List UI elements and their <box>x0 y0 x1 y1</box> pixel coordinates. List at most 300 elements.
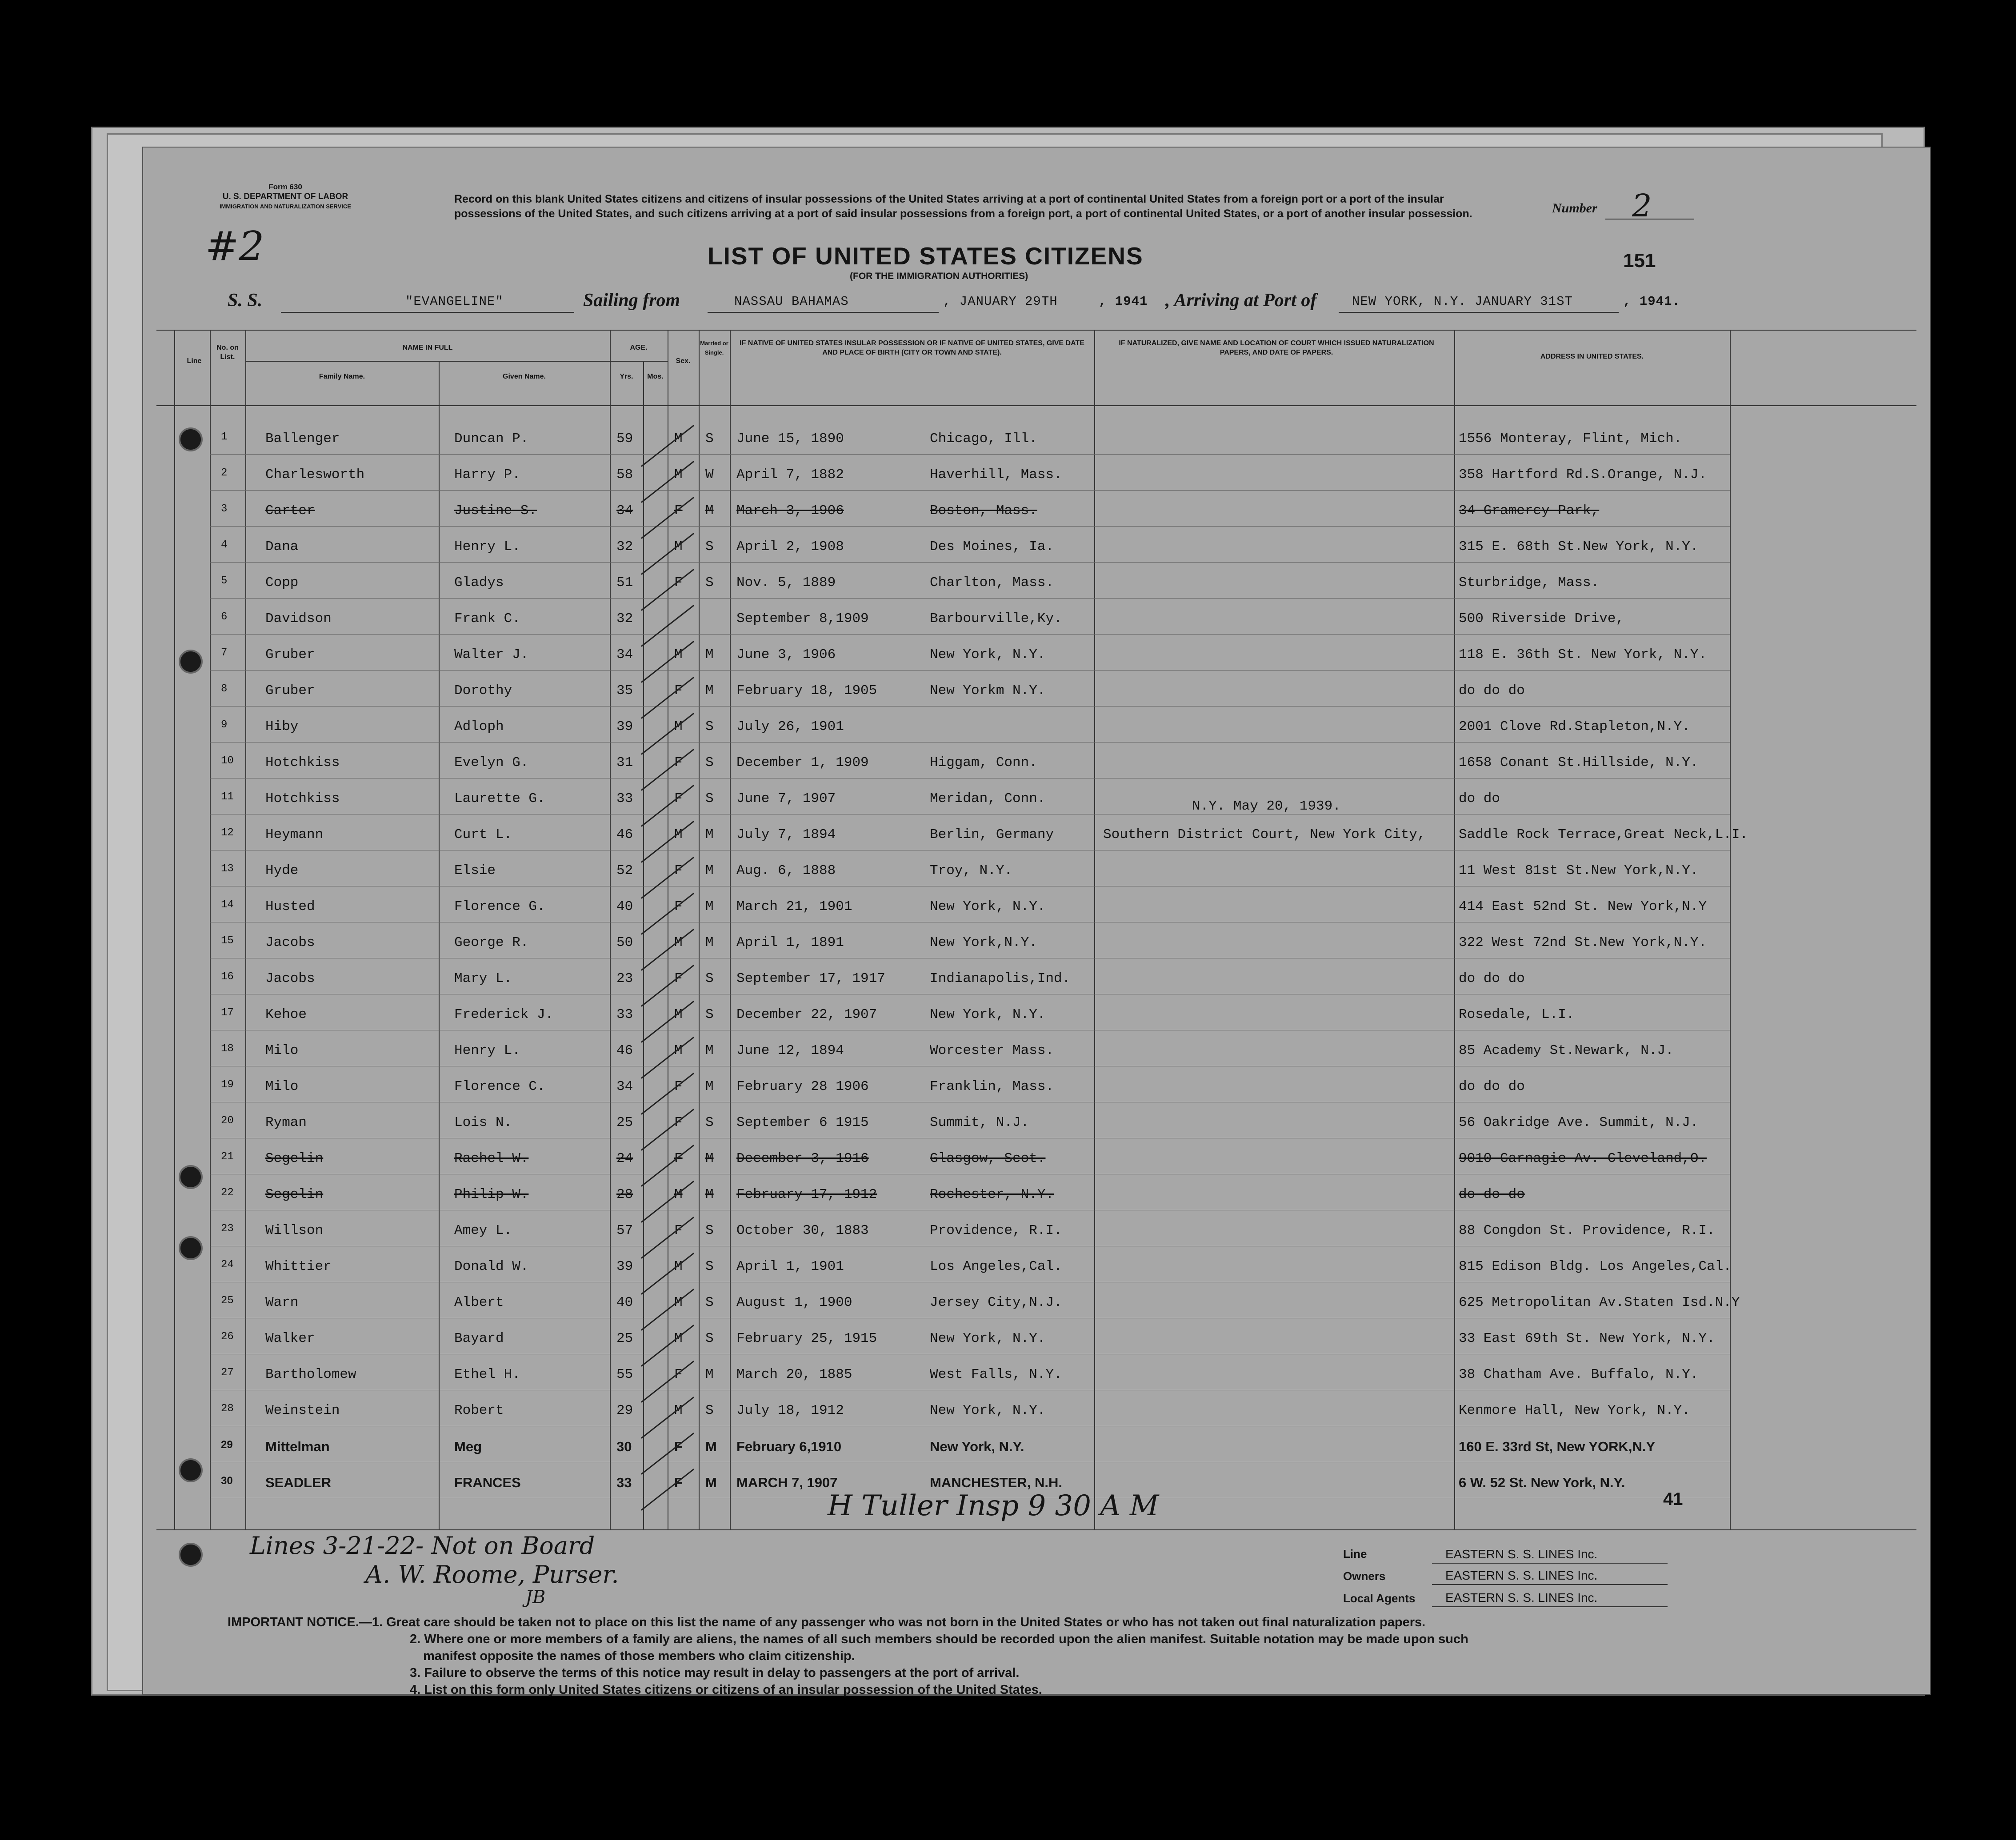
col-given: Given Name. <box>503 373 546 380</box>
family-name: Jacobs <box>265 935 315 950</box>
family-name: Hotchkiss <box>265 755 340 770</box>
age-years: 28 <box>616 1187 633 1202</box>
col-yrs: Yrs. <box>620 373 633 380</box>
row-number: 7 <box>221 647 228 659</box>
given-name: Henry L. <box>454 539 520 555</box>
row-number: 19 <box>221 1079 234 1091</box>
birth-date: September 8,1909 <box>736 611 869 627</box>
family-name: Whittier <box>265 1259 332 1274</box>
row-number: 3 <box>221 503 228 515</box>
birth-date: June 15, 1890 <box>736 431 844 447</box>
birth-date: July 26, 1901 <box>736 719 844 734</box>
birth-place: Des Moines, Ia. <box>930 539 1054 555</box>
sex: F <box>674 863 683 878</box>
given-name: Meg <box>454 1439 482 1454</box>
given-name: Henry L. <box>454 1043 520 1058</box>
department-name: U. S. DEPARTMENT OF LABOR <box>222 192 348 201</box>
list-title: LIST OF UNITED STATES CITIZENS <box>708 242 1144 270</box>
given-name: Rachel W. <box>454 1151 529 1166</box>
sex: F <box>674 1439 683 1454</box>
birth-place: New Yorkm N.Y. <box>930 683 1046 698</box>
sex: M <box>674 1043 683 1058</box>
row-number: 22 <box>221 1187 234 1199</box>
col-birth: IF NATIVE OF UNITED STATES INSULAR POSSESSION OR IF NATIVE OF UNITED STATES, GIVE DATE AND PLACE OF BIRTH (CITY OR TOWN AND STATE). <box>740 339 1084 356</box>
marital-status: M <box>705 1439 717 1454</box>
marital-status: S <box>705 431 714 447</box>
row-number: 30 <box>221 1475 233 1487</box>
family-name: Mittelman <box>265 1439 330 1454</box>
birth-place: Los Angeles,Cal. <box>930 1259 1062 1274</box>
birth-date: February 6,1910 <box>736 1439 842 1454</box>
age-years: 23 <box>616 971 633 986</box>
family-name: Hyde <box>265 863 299 878</box>
page-number: 151 <box>1623 250 1656 271</box>
given-name: Florence G. <box>454 899 545 914</box>
row-number: 2 <box>221 467 228 479</box>
birth-place: Barbourville,Ky. <box>930 611 1062 627</box>
row-number: 26 <box>221 1331 234 1343</box>
family-name: Kehoe <box>265 1007 307 1022</box>
birth-place: New York, N.Y. <box>930 1331 1046 1346</box>
birth-place: New York, N.Y. <box>930 1007 1046 1022</box>
col-address: ADDRESS IN UNITED STATES. <box>1540 353 1644 360</box>
marital-status: S <box>705 1007 714 1022</box>
col-no: No. on List. <box>216 344 239 361</box>
col-age: AGE. <box>630 344 648 351</box>
birth-place: New York,N.Y. <box>930 935 1037 950</box>
row-number: 11 <box>221 791 234 803</box>
age-years: 46 <box>616 827 633 842</box>
sex: F <box>674 971 683 986</box>
sex: F <box>674 1151 683 1166</box>
birth-place: Higgam, Conn. <box>930 755 1037 770</box>
given-name: Walter J. <box>454 647 529 663</box>
age-years: 34 <box>616 503 633 519</box>
birth-place: Jersey City,N.J. <box>930 1295 1062 1310</box>
punch-hole <box>179 650 203 674</box>
owners-value: EASTERN S. S. LINES Inc. <box>1445 1569 1598 1582</box>
address: 1556 Monteray, Flint, Mich. <box>1459 431 1682 447</box>
arriving-label: , Arriving at Port of <box>1165 290 1317 311</box>
address: do do do <box>1459 683 1525 698</box>
birth-place: Berlin, Germany <box>930 827 1054 842</box>
birth-date: March 3, 1906 <box>736 503 844 519</box>
manifest-sheet <box>142 147 1931 1695</box>
sex: M <box>674 1007 683 1022</box>
birth-date: February 25, 1915 <box>736 1331 877 1346</box>
age-years: 24 <box>616 1151 633 1166</box>
given-name: Justine S. <box>454 503 537 519</box>
marital-status: S <box>705 791 714 806</box>
form-number: Form 630 <box>268 183 302 191</box>
marital-status: S <box>705 719 714 734</box>
agents-value: EASTERN S. S. LINES Inc. <box>1445 1591 1598 1605</box>
col-family: Family Name. <box>319 373 365 380</box>
punch-hole <box>179 1458 203 1482</box>
punch-hole <box>179 427 203 451</box>
address: 322 West 72nd St.New York,N.Y. <box>1459 935 1707 950</box>
age-years: 50 <box>616 935 633 950</box>
marital-status: M <box>705 1187 714 1202</box>
sailing-year: , 1941 <box>1099 294 1148 309</box>
marital-status: S <box>705 539 714 555</box>
address: 88 Congdon St. Providence, R.I. <box>1459 1223 1715 1238</box>
sex: F <box>674 791 683 806</box>
birth-date: Aug. 6, 1888 <box>736 863 836 878</box>
marital-status: S <box>705 971 714 986</box>
given-name: Laurette G. <box>454 791 545 806</box>
address: do do do <box>1459 971 1525 986</box>
birth-date: February 18, 1905 <box>736 683 877 698</box>
family-name: Ryman <box>265 1115 307 1130</box>
list-subtitle: (FOR THE IMMIGRATION AUTHORITIES) <box>850 271 1028 281</box>
age-years: 40 <box>616 899 633 914</box>
age-years: 31 <box>616 755 633 770</box>
age-years: 39 <box>616 719 633 734</box>
notice-1: —1. Great care should be taken not to place on this list the name of any passenger who was not born in the United States or who has not taken out final naturalization papers. <box>359 1615 1426 1629</box>
sex: F <box>674 503 683 519</box>
given-name: Ethel H. <box>454 1367 520 1382</box>
age-years: 32 <box>616 611 633 627</box>
age-years: 52 <box>616 863 633 878</box>
punch-hole <box>179 1543 203 1567</box>
address: 2001 Clove Rd.Stapleton,N.Y. <box>1459 719 1690 734</box>
family-name: Milo <box>265 1043 299 1058</box>
given-name: Philip W. <box>454 1187 529 1202</box>
address: 625 Metropolitan Av.Staten Isd.N.Y <box>1459 1295 1740 1310</box>
row-number: 5 <box>221 575 228 587</box>
birth-date: February 28 1906 <box>736 1079 869 1094</box>
family-name: Walker <box>265 1331 315 1346</box>
address: 118 E. 36th St. New York, N.Y. <box>1459 647 1707 663</box>
family-name: Heymann <box>265 827 324 842</box>
given-name: Elsie <box>454 863 496 878</box>
birth-place: Glasgow, Scot. <box>930 1151 1046 1166</box>
birth-date: June 3, 1906 <box>736 647 836 663</box>
row-number: 27 <box>221 1367 234 1379</box>
given-name: Dorothy <box>454 683 512 698</box>
marital-status: M <box>705 503 714 519</box>
marital-status: W <box>705 467 714 483</box>
punch-hole <box>179 1165 203 1189</box>
given-name: Frederick J. <box>454 1007 554 1022</box>
birth-date: August 1, 1900 <box>736 1295 852 1310</box>
address: 33 East 69th St. New York, N.Y. <box>1459 1331 1715 1346</box>
birth-place: New York, N.Y. <box>930 647 1046 663</box>
birth-place: Worcester Mass. <box>930 1043 1054 1058</box>
sex: F <box>674 1223 683 1238</box>
age-years: 30 <box>616 1439 632 1454</box>
given-name: Donald W. <box>454 1259 529 1274</box>
birth-place: New York, N.Y. <box>930 899 1046 914</box>
family-name: Husted <box>265 899 315 914</box>
sex: M <box>674 467 683 483</box>
marital-status: S <box>705 1331 714 1346</box>
sex: M <box>674 539 683 555</box>
given-name: Duncan P. <box>454 431 529 447</box>
col-naturalized: IF NATURALIZED, GIVE NAME AND LOCATION OF COURT WHICH ISSUED NATURALIZATION PAPERS, AND DATE OF PAPERS. <box>1119 339 1434 356</box>
row-number: 15 <box>221 935 234 947</box>
family-name: Bartholomew <box>265 1367 356 1382</box>
agents-label: Local Agents <box>1343 1592 1416 1605</box>
age-years: 29 <box>616 1403 633 1418</box>
col-line: Line <box>187 357 202 365</box>
marital-status: S <box>705 1223 714 1238</box>
address: Saddle Rock Terrace,Great Neck,L.I. <box>1459 827 1748 842</box>
marital-status: S <box>705 1259 714 1274</box>
sex: M <box>674 1187 683 1202</box>
row-number: 28 <box>221 1403 234 1415</box>
birth-date: MARCH 7, 1907 <box>736 1475 838 1490</box>
row-number: 14 <box>221 899 234 911</box>
punch-hole <box>179 1236 203 1260</box>
marital-status: S <box>705 1295 714 1310</box>
family-name: Charlesworth <box>265 467 365 483</box>
marital-status: M <box>705 1151 714 1166</box>
birth-date: October 30, 1883 <box>736 1223 869 1238</box>
row-number: 6 <box>221 611 228 623</box>
birth-date: September 6 1915 <box>736 1115 869 1130</box>
given-name: Adloph <box>454 719 504 734</box>
sex: F <box>674 755 683 770</box>
marital-status: M <box>705 683 714 698</box>
given-name: Robert <box>454 1403 504 1418</box>
age-years: 46 <box>616 1043 633 1058</box>
birth-date: December 3, 1916 <box>736 1151 869 1166</box>
age-years: 40 <box>616 1295 633 1310</box>
col-mos: Mos. <box>647 373 664 380</box>
birth-place: Providence, R.I. <box>930 1223 1062 1238</box>
marital-status: S <box>705 1115 714 1130</box>
address: 815 Edison Bldg. Los Angeles,Cal. <box>1459 1259 1732 1274</box>
birth-date: June 12, 1894 <box>736 1043 844 1058</box>
record-instructions: Record on this blank United States citizens and citizens of insular possessions of the United States arriving at a port of continental United States from a foreign port or a port of the insular possessions of the United States, and such citizens arriving at a port of said insular possessions from a foreign port, a port of continental United States, or a port of another insular possession. <box>454 193 1472 220</box>
family-name: Ballenger <box>265 431 340 447</box>
age-years: 51 <box>616 575 633 591</box>
birth-place: New York, N.Y. <box>930 1439 1024 1454</box>
form-header <box>210 182 361 212</box>
sex: M <box>674 719 683 734</box>
given-name: Evelyn G. <box>454 755 529 770</box>
sailing-date: , JANUARY 29TH <box>943 294 1058 309</box>
given-name: Mary L. <box>454 971 512 986</box>
passenger-count: 41 <box>1663 1489 1683 1509</box>
birth-place: MANCHESTER, N.H. <box>930 1475 1062 1490</box>
lines-note: Lines 3-21-22- Not on Board <box>250 1532 595 1560</box>
birth-place: Meridan, Conn. <box>930 791 1046 806</box>
birth-date: March 21, 1901 <box>736 899 852 914</box>
sex: F <box>674 1475 683 1490</box>
row-number: 4 <box>221 539 228 551</box>
important-notice <box>228 1614 1916 1698</box>
marital-status: M <box>705 1367 714 1382</box>
row-number: 1 <box>221 431 228 443</box>
birth-date: September 17, 1917 <box>736 971 885 986</box>
sex: F <box>674 683 683 698</box>
age-years: 55 <box>616 1367 633 1382</box>
birth-place: Franklin, Mass. <box>930 1079 1054 1094</box>
birth-date: July 7, 1894 <box>736 827 836 842</box>
family-name: Copp <box>265 575 299 591</box>
birth-date: December 22, 1907 <box>736 1007 877 1022</box>
address: 358 Hartford Rd.S.Orange, N.J. <box>1459 467 1707 483</box>
sex: F <box>674 575 683 591</box>
notice-2: 2. Where one or more members of a family are aliens, the names of all such members should be recorded upon the alien manifest. Suitable notation may be made upon such <box>410 1632 1468 1646</box>
owners-label: Owners <box>1343 1569 1386 1583</box>
purser-signature: A. W. Roome, Purser. <box>365 1561 619 1589</box>
address: 85 Academy St.Newark, N.J. <box>1459 1043 1674 1058</box>
birth-date: July 18, 1912 <box>736 1403 844 1418</box>
family-name: SEADLER <box>265 1475 332 1490</box>
age-years: 33 <box>616 791 633 806</box>
row-number: 9 <box>221 719 228 731</box>
number-label: Number <box>1552 201 1597 216</box>
family-name: Segelin <box>265 1151 324 1166</box>
address: 315 E. 68th St.New York, N.Y. <box>1459 539 1699 555</box>
sex: M <box>674 647 683 663</box>
notice-4: 4. List on this form only United States citizens or citizens of an insular possession of the United States. <box>410 1683 1042 1697</box>
address: 9010 Carnagie Av. Cleveland,O. <box>1459 1151 1707 1166</box>
birth-place: Summit, N.J. <box>930 1115 1029 1130</box>
marital-status: M <box>705 1475 717 1490</box>
address: do do do <box>1459 1079 1525 1094</box>
birth-date: March 20, 1885 <box>736 1367 852 1382</box>
family-name: Hiby <box>265 719 299 734</box>
birth-place: Troy, N.Y. <box>930 863 1013 878</box>
sex: M <box>674 1403 683 1418</box>
address: do do do <box>1459 1187 1525 1202</box>
address: 1658 Conant St.Hillside, N.Y. <box>1459 755 1699 770</box>
age-years: 33 <box>616 1475 632 1490</box>
address: 38 Chatham Ave. Buffalo, N.Y. <box>1459 1367 1699 1382</box>
sailing-from: NASSAU BAHAMAS <box>734 294 849 309</box>
birth-place: Charlton, Mass. <box>930 575 1054 591</box>
row-number: 16 <box>221 971 234 983</box>
address: Sturbridge, Mass. <box>1459 575 1600 591</box>
age-years: 34 <box>616 1079 633 1094</box>
given-name: Frank C. <box>454 611 520 627</box>
given-name: Albert <box>454 1295 504 1310</box>
arriving-port: NEW YORK, N.Y. JANUARY 31ST <box>1352 294 1573 309</box>
marital-status: M <box>705 899 714 914</box>
birth-place: Haverhill, Mass. <box>930 467 1062 483</box>
marital-status: M <box>705 1079 714 1094</box>
birth-date: February 17, 1912 <box>736 1187 877 1202</box>
arriving-year: , 1941. <box>1623 294 1680 309</box>
row-number: 10 <box>221 755 234 767</box>
address: do do <box>1459 791 1500 806</box>
handwritten-mark: #2 <box>205 223 264 270</box>
family-name: Davidson <box>265 611 332 627</box>
naturalization-court: Southern District Court, New York City, <box>1103 827 1426 842</box>
sex: F <box>674 1079 683 1094</box>
initials: JB <box>525 1587 546 1608</box>
number-value: 2 <box>1632 188 1652 224</box>
marital-status: M <box>705 1043 714 1058</box>
row-number: 13 <box>221 863 234 875</box>
family-name: Carter <box>265 503 315 519</box>
given-name: George R. <box>454 935 529 950</box>
birth-place: West Falls, N.Y. <box>930 1367 1062 1382</box>
birth-place: Boston, Mass. <box>930 503 1037 519</box>
given-name: Lois N. <box>454 1115 512 1130</box>
marital-status: S <box>705 755 714 770</box>
family-name: Hotchkiss <box>265 791 340 806</box>
address: 6 W. 52 St. New York, N.Y. <box>1459 1475 1625 1490</box>
birth-date: Nov. 5, 1889 <box>736 575 836 591</box>
sex: M <box>674 1259 683 1274</box>
address: 56 Oakridge Ave. Summit, N.J. <box>1459 1115 1699 1130</box>
birth-place: Chicago, Ill. <box>930 431 1037 447</box>
family-name: Gruber <box>265 647 315 663</box>
sex: M <box>674 431 683 447</box>
address: 414 East 52nd St. New York,N.Y <box>1459 899 1707 914</box>
birth-date: April 1, 1901 <box>736 1259 844 1274</box>
address: 11 West 81st St.New York,N.Y. <box>1459 863 1699 878</box>
marital-status: M <box>705 827 714 842</box>
given-name: Amey L. <box>454 1223 512 1238</box>
address: 500 Riverside Drive, <box>1459 611 1624 627</box>
marital-status: M <box>705 935 714 950</box>
naturalization-date: N.Y. May 20, 1939. <box>1192 798 1341 814</box>
col-married: Married or Single. <box>700 340 728 356</box>
address: Rosedale, L.I. <box>1459 1007 1575 1022</box>
given-name: Harry P. <box>454 467 520 483</box>
address: 34 Gramercy Park, <box>1459 503 1600 519</box>
age-years: 58 <box>616 467 633 483</box>
row-number: 20 <box>221 1115 234 1127</box>
sex: F <box>674 899 683 914</box>
family-name: Weinstein <box>265 1403 340 1418</box>
inspector-signature: H Tuller Insp 9 30 A M <box>828 1489 1159 1522</box>
family-name: Gruber <box>265 683 315 698</box>
given-name: Florence C. <box>454 1079 545 1094</box>
birth-date: April 1, 1891 <box>736 935 844 950</box>
line-label: Line <box>1343 1547 1367 1561</box>
family-name: Milo <box>265 1079 299 1094</box>
ship-name: "EVANGELINE" <box>405 294 504 309</box>
ss-label: S. S. <box>228 290 263 311</box>
birth-date: December 1, 1909 <box>736 755 869 770</box>
age-years: 35 <box>616 683 633 698</box>
line-value: EASTERN S. S. LINES Inc. <box>1445 1547 1598 1561</box>
family-name: Jacobs <box>265 971 315 986</box>
row-number: 18 <box>221 1043 234 1055</box>
col-sex: Sex. <box>676 357 691 365</box>
marital-status: M <box>705 863 714 878</box>
notice-title: IMPORTANT NOTICE. <box>228 1615 359 1629</box>
row-number: 23 <box>221 1223 234 1235</box>
birth-place: Rochester, N.Y. <box>930 1187 1054 1202</box>
age-years: 59 <box>616 431 633 447</box>
given-name: FRANCES <box>454 1475 521 1490</box>
given-name: Bayard <box>454 1331 504 1346</box>
sex: M <box>674 827 683 842</box>
sex: M <box>674 935 683 950</box>
row-number: 24 <box>221 1259 234 1271</box>
family-name: Segelin <box>265 1187 324 1202</box>
address: Kenmore Hall, New York, N.Y. <box>1459 1403 1690 1418</box>
row-number: 29 <box>221 1439 233 1451</box>
sex: F <box>674 1115 683 1130</box>
marital-status: S <box>705 1403 714 1418</box>
address: 160 E. 33rd St, New YORK,N.Y <box>1459 1439 1656 1454</box>
birth-date: June 7, 1907 <box>736 791 836 806</box>
family-name: Warn <box>265 1295 299 1310</box>
sex: M <box>674 1331 683 1346</box>
marital-status: S <box>705 575 714 591</box>
age-years: 34 <box>616 647 633 663</box>
